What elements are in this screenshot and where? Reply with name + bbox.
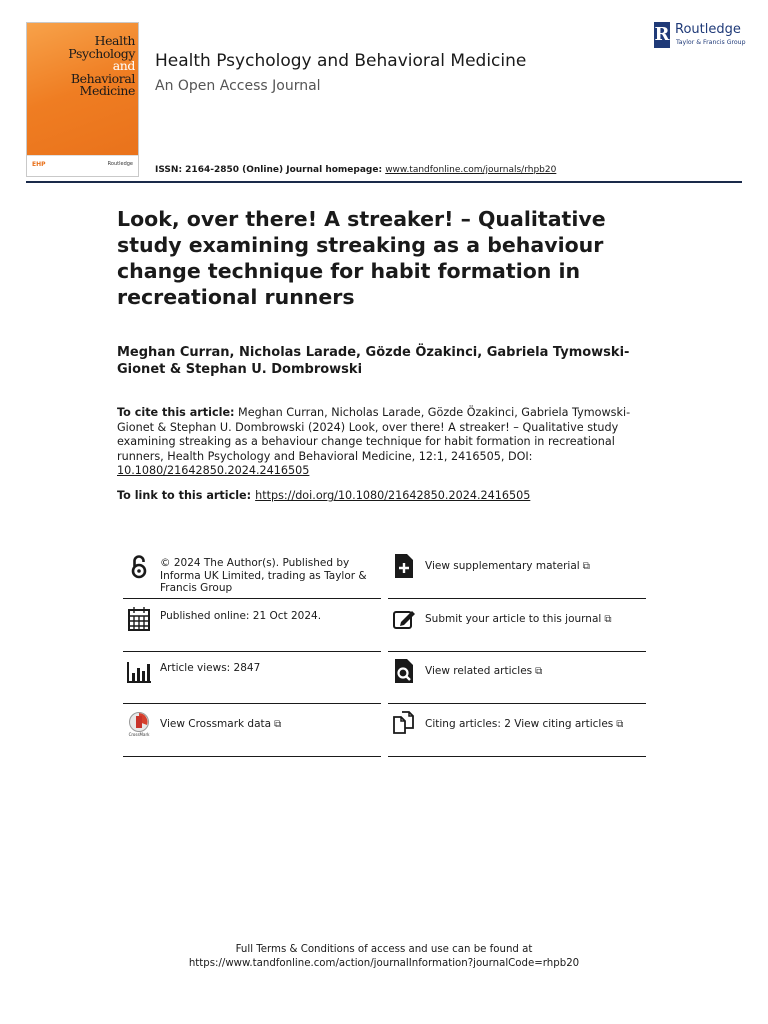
external-link-icon: ⧉ xyxy=(604,614,612,625)
publisher-name: Routledge xyxy=(675,22,741,37)
journal-homepage-link[interactable]: www.tandfonline.com/journals/rhpb20 xyxy=(385,165,557,175)
cover-footer-strip xyxy=(27,155,138,176)
open-access-icon xyxy=(127,553,151,579)
submit-article-link[interactable]: Submit your article to this journal xyxy=(425,613,602,625)
issn-line: ISSN: 2164-2850 (Online) Journal homepage: www.tandfonline.com/journals/rhpb20 xyxy=(155,165,557,175)
external-link-icon: ⧉ xyxy=(535,666,543,677)
article-title: Look, over there! A streaker! – Qualitative study examining streaking as a behaviour change technique for habit formation in recreational runners xyxy=(117,207,606,309)
license-text: © 2024 The Author(s). Published by Informa UK Limited, trading as Taylor & Francis Group xyxy=(160,557,367,595)
related-articles-link[interactable]: View related articles xyxy=(425,665,533,677)
ehp-logo: EHP xyxy=(32,161,46,168)
citation-block xyxy=(117,406,637,479)
publisher-group: Taylor & Francis Group xyxy=(676,39,746,46)
link-label: To link to this article: xyxy=(117,489,252,502)
terms-url[interactable]: https://www.tandfonline.com/action/journalInformation?journalCode=rhpb20 xyxy=(188,958,580,969)
add-document-icon xyxy=(392,553,416,579)
citing-documents-icon xyxy=(392,711,416,737)
terms-text: Full Terms & Conditions of access and use can be found at xyxy=(235,944,533,955)
svg-text:CrossMark: CrossMark xyxy=(128,732,150,737)
cover-title: Health Psychology and Behavioral Medicine xyxy=(68,33,135,98)
supplementary-cell[interactable] xyxy=(388,545,646,599)
submit-cell[interactable] xyxy=(388,598,646,652)
cite-doi-link[interactable]: 10.1080/21642850.2024.2416505 xyxy=(117,464,310,478)
citing-cell[interactable] xyxy=(388,703,646,757)
citing-articles-link[interactable]: Citing articles: 2 View citing articles xyxy=(425,718,614,730)
external-link-icon: ⧉ xyxy=(274,719,282,730)
crossmark-cell[interactable] xyxy=(123,703,381,757)
open-access-cell xyxy=(123,545,381,599)
published-date: Published online: 21 Oct 2024. xyxy=(160,610,322,622)
journal-title: Health Psychology and Behavioral Medicine xyxy=(155,51,527,71)
search-document-icon xyxy=(392,658,416,684)
crossmark-icon xyxy=(127,711,151,737)
cover-publisher-logo: Routledge xyxy=(107,161,133,167)
crossmark-link[interactable]: View Crossmark data xyxy=(160,718,272,730)
edit-icon xyxy=(392,606,416,632)
article-authors: Meghan Curran, Nicholas Larade, Gözde Özakinci, Gabriela Tymowski-Gionet & Stephan U. Dombrowski xyxy=(117,345,630,377)
views-cell xyxy=(123,650,381,704)
article-doi-link[interactable]: https://doi.org/10.1080/21642850.2024.2416505 xyxy=(255,489,531,502)
article-views: Article views: 2847 xyxy=(160,662,261,674)
routledge-logo xyxy=(654,22,749,50)
cite-text: Meghan Curran, Nicholas Larade, Gözde Özakinci, Gabriela Tymowski-Gionet & Stephan U. Dombrowski (2024) Look, over there! A streaker! – Qualitative study examining streaking as a behaviour change technique for habit formation in recreational runners, Health Psychology and Behavioral Medicine, 12:1, 2416505, DOI: xyxy=(117,406,631,463)
terms-footer xyxy=(0,943,768,971)
routledge-r-icon: R xyxy=(654,22,670,48)
related-cell[interactable] xyxy=(388,650,646,704)
bar-chart-icon xyxy=(127,658,151,684)
header-divider xyxy=(26,181,742,183)
external-link-icon: ⧉ xyxy=(616,719,624,730)
journal-subtitle: An Open Access Journal xyxy=(155,78,321,94)
external-link-icon: ⧉ xyxy=(582,561,590,572)
cite-label: To cite this article: xyxy=(117,406,235,419)
supplementary-link[interactable]: View supplementary material xyxy=(425,560,580,572)
article-link-line xyxy=(117,489,530,502)
published-cell xyxy=(123,598,381,652)
journal-cover-image xyxy=(26,22,139,177)
calendar-icon xyxy=(127,606,151,632)
